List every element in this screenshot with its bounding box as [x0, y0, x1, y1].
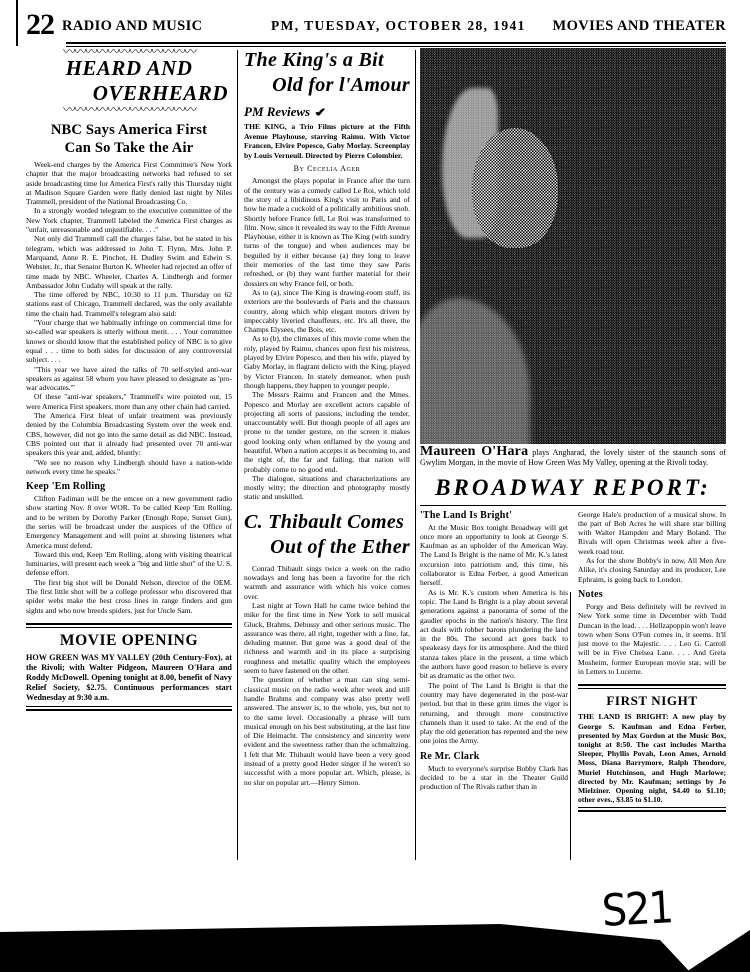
broadway-right-column [578, 510, 726, 813]
paragraph: Conrad Thibault sings twice a week on the radio nowadays and long has been a favorite for the rich warmth and assurance with which his voice comes over. [244, 563, 410, 601]
broadway-report-rule [420, 505, 726, 506]
column-three [420, 48, 726, 812]
caption-text: plays Angharad, the lovely sister of the staunch sons of Gwylim Morgan, in the movie of How Green Was My Valley, opening at the Rivoli today. [420, 448, 727, 467]
the-king-headline [244, 48, 410, 98]
scan-edge-artifact-left [16, 0, 18, 46]
headline-line-2: Old for l'Amour [272, 74, 410, 96]
nbc-deck-headline [26, 121, 232, 157]
maureen-ohara-photo [420, 48, 726, 444]
column-two [244, 48, 410, 787]
broadway-report-columns [420, 510, 726, 813]
paragraph: At the Music Box tonight Broadway will get once more an opportunity to look at George S. Kaufman as an upholder of the American Way. The Land Is Bright is the name of Mr. K.'s latest excursion into patriotism and, this time, his collaborator is Edna Ferber, a good American herself. [420, 522, 568, 588]
squiggle-rule-top: 〰〰〰〰〰〰〰〰〰〰〰〰 [62, 48, 195, 56]
paragraph: "We see no reason why Lindbergh should have a nation-wide network every time he speaks." [26, 457, 232, 476]
headline-line-1: C. Thibault Comes [244, 510, 405, 533]
headline-line-2: OVERHEARD [92, 81, 228, 105]
movie-opening-title: MOVIE OPENING [59, 631, 199, 649]
paragraph: Amongst the plays popular in France after the turn of the century was a comedy called Le Roi, which told the story of a libidinous King's visit to Paris and of how he made a cuckold of a politically ambitious snob. Shortly before France fell, Le Roi was transformed to film. Now, since it revealed its way to the Fifth Avenue Playhouse, either it is known as The King (with sundry turns of the tongue) and when audiences may be beguiled by it either because (a) they long to leave their memories of the last time they saw Paris refreshed, or (b) they want further material for their dossiers on why France fell, or both. [244, 176, 410, 288]
scan-edge-artifact-bottom [0, 910, 690, 972]
first-night-title: FIRST NIGHT [606, 693, 698, 709]
paragraph: As is Mr. K.'s custom when America is his topic. The Land Is Bright is a play about several generations against a panorama of some of the gaudier epochs in the nation's history. The first act deals with robber barons plundering the land in the 80s. The second act goes back to speakeasy days for its atmosphere. And the third stanza takes place in the present, a time which the authors have good reason to believe is every bit as dramatic as the other two. [420, 587, 568, 681]
movie-opening-box-top-rule [26, 623, 232, 628]
caption-subject-name: Maureen O'Hara [420, 444, 529, 459]
deck-line-1: NBC Says America First [50, 122, 208, 138]
paragraph: "This year we have aired the talks of 70 self-styled anti-war speakers as against 58 whom you have pleased to designate as 'pro-war advocates.'" [26, 364, 232, 393]
headline-line-2: Out of the Ether [270, 535, 410, 558]
broadway-left-column [420, 510, 568, 813]
land-is-bright-subhead: 'The Land Is Bright' [420, 509, 513, 521]
masthead-section-left: RADIO AND MUSIC [62, 18, 203, 34]
re-mr-clark-subhead: Re Mr. Clark [420, 750, 480, 762]
first-night-text: THE LAND IS BRIGHT: A new play by George S. Kaufman and Edna Ferber, presented by Max Gordon at the Music Box, tonight at 8:50. The cast includes Martha Sleeper, Phyllis Povah, Leon Ames, Arnold Moss, Diana Barrymore, Ralph Theodore, Muriel Hutchinson, and Hugh Marlowe; directed by Mr. Kaufman; settings by Jo Mielziner. Opening night, $4.40 to $1.10; other eves., $3.85 to $1.10. [578, 712, 726, 805]
paragraph: As for the show Bobby's in now, All Men Are Alike, it's closing Saturday and its producer, Lee Ephraim, is going back to London. [578, 556, 726, 584]
page-folio-number: 22 [26, 8, 54, 41]
keep-em-rolling-body [26, 494, 232, 615]
paragraph: Much to everyone's surprise Bobby Clark has decided to be a star in the Theater Guild production of The Rivals rather than in [420, 763, 568, 792]
nbc-story-body [26, 160, 232, 476]
paragraph: The America First bleat of unfair treatment was previously denied by the Columbia Broadcasting System over the week end. CBS, however, did not go into the same detail as did NBC. Instead, CBS pointed out that it already had presented over 70 anti-war speakers this year and, added, bluntly: [26, 411, 232, 458]
column-divider-1 [237, 50, 238, 860]
notes-body [578, 602, 726, 676]
first-night-box-bottom-rule [578, 807, 726, 812]
first-night-box-top-rule [578, 684, 726, 689]
paragraph: The time offered by NBC, 10:30 to 11 p.m. Thursday on 62 stations east of Chicago, Trammell declared, was the only available time the chain had. Trammell's telegram also said: [26, 290, 232, 318]
paragraph: The Messrs Raimu and Francen and the Mmes. Popesco and Morlay are excellent actors capable of projecting all sorts of passions, including the tender, unaccountably well. But though people of all ages are prone to the tender gesture, on the screen it makes good looking only when enflamed by the young and beautiful. When a nation accepts it as becoming to, and the right of, the far and failing, that nation will probably come to no good end. [244, 390, 410, 474]
thibault-headline [244, 510, 410, 560]
paragraph: George Hale's production of a musical show. In the part of Bob Acres he will share star billing with Walter Hampden and Mary Boland. The Rivals will open Christmas week after a five-week road tour. [578, 509, 726, 556]
broadway-continued-body [578, 510, 726, 584]
thibault-review-body [244, 564, 410, 787]
paragraph: Not only did Trammell call the charges false, but he stated in his telegram, which was addressed to John T. Flynn, Mrs. John P. Marquand, Anne R. E. Pinchot, H. Dudley Swim and Edwin S. Webster, Jr., that Senator Burton K. Wheeler had rejected an offer of time made by NBC. Wheeler, Charles A. Lindbergh and former Ambassador John Cudahy will speak at the rally. [26, 234, 232, 290]
paragraph: The question of whether a man can sing semi-classical music on the radio week after week and still handle Brahms and company was also pretty well answered. The answer is, to the whole, yes, but not to to the same level. Occasionally a phrase will turn musical enough on his best substituting, at the last line of Die Heimacht. The consistency and sincerity were evident and the sweetness rather than the schmaltzing. I felt that Mr. Thibault would have been a very good instead of a pretty good Heder singer if he weren't so successful with a more popular art. Which, please, is no slur on popular art.—Henry Simon. [244, 675, 410, 787]
paragraph: Last night at Town Hall he came twice behind the mike for the first time in New York to sell musical Gluck, Brahms, Debussy and other serious music. The assurance was there, all right, together with a fine, fat, deluding manner. But gone was a good deal of the richness and warmth and in its place a surprising roughness and metallic quality which the employees seem to have fastened on the other. [244, 600, 410, 676]
paragraph: Week-end charges by the America First Committee's New York chapter that the major broadcasting networks had refused to set aside broadcasting time for America First's rally this Thursday night at Madison Square Garden were flatly denied last night by Niles Trammell, president of the National Broadcasting Co. [26, 160, 232, 207]
column-divider-2 [415, 50, 416, 860]
keep-em-rolling-subhead: Keep 'Em Rolling [26, 481, 106, 493]
masthead-section-right: MOVIES AND THEATER [552, 18, 726, 34]
heard-and-overheard-headline [26, 56, 232, 106]
deck-line-2: Can So Take the Air [64, 140, 194, 156]
movie-opening-box-bottom-rule [26, 706, 232, 711]
photo-face-region [472, 128, 558, 248]
masthead-date: PM, TUESDAY, OCTOBER 28, 1941 [271, 18, 526, 33]
paragraph: Of these "anti-war speakers," Trammell's wire pointed out, 15 were America First speakers, more than any other chain had carried. [26, 392, 232, 411]
paragraph: Toward this end, Keep 'Em Rolling, along with visiting theatrical luminaries, will present each week a "big and little shot" of the U. S. defense effort. [26, 549, 232, 578]
paragraph: As to (a), since The King is drawing-room stuff, its exteriors are the boulevards of Paris and the chateaux country, along which whip elegant motors driven by impeccably liveried chauffeurs, etc. It's all there, the Champs Elysees, the Bois, etc. [244, 287, 410, 335]
movie-opening-text: HOW GREEN WAS MY VALLEY (20th Century-Fox), at the Rivoli; with Walter Pidgeon, Maureen O'Hara and Roddy McDowell. Opening tonight at 8.00, benefit of Navy Relief Society, $2.75. Continuous performances start Wednesday at 9:30 a.m. [26, 652, 232, 702]
paragraph: The point of The Land Is Bright is that the country may have degenerated in the post-war period, but that in these grim times the vigor is returning, and through more constructive channels than it used to take. At the end of the play the old generation has repented and the new one joins the Army. [420, 680, 568, 746]
paragraph: As to (b), the climaxes of this movie come when the roly, played by Raimu, chances upon first his mistress, played by Elvire Popesco, and then his wife, played by Gaby Morlay, in flagrant delicto with the King, played by Victor Francen. In stately demeanor, when push though happens, they happen to younger people. [244, 334, 410, 390]
notes-subhead: Notes [578, 588, 603, 600]
column-one [26, 48, 232, 711]
re-mr-clark-body [420, 764, 568, 792]
squiggle-rule-bottom: 〰〰〰〰〰〰〰〰〰〰〰〰 [62, 106, 195, 114]
pm-reviews-label: PM Reviews [244, 104, 311, 119]
handwritten-archive-number: S21 [600, 882, 674, 937]
masthead-rule [66, 42, 726, 47]
checkmark-icon: ✔ [313, 106, 329, 120]
paragraph: Clifton Fadiman will be the emcee on a new government radio show starting Nov. 8 over WOR. To be called Keep 'Em Rolling, and to be written by Dorothy Parker (Enough Rope, Sunset Gun), the series will be broadcast under the auspices of the Office of Emergency Management and will point at showing listeners what America must defend. [26, 494, 232, 550]
paragraph: In a strongly worded telegram to the executive committee of the New York chapter, Trammell labeled the America First charges as "unfair, unreasonable and unjustifiable. . . ." [26, 206, 232, 235]
paragraph: Porgy and Bess definitely will be revived in New York some time in December with Todd Duncan in the lead. . . . Hellzapoppin won't leave town when Sons O'Fun comes in, it seems. It'll just move to the Majestic. . . . Leo G. Carroll will be in Five Chelsea Lane. . . . And Greta Mosheim, former European movie star, will be in Letters to Lucerne. [578, 601, 726, 677]
headline-line-1: HEARD AND [65, 56, 193, 80]
broadway-report-title: BROADWAY REPORT: [435, 474, 711, 500]
photo-caption [420, 444, 727, 468]
the-king-review-body [244, 176, 410, 501]
pm-reviews-tag [244, 104, 410, 120]
paragraph: The dialogue, situations and characterizations are mostly witty; the direction and photography mostly static and unskilled. [244, 473, 410, 502]
headline-line-1: The King's a Bit [244, 49, 384, 71]
the-king-billing-block: THE KING, a Trio Films picture at the Fifth Avenue Playhouse, starring Raimu. With Victor Francen, Elvire Popesco, Gaby Morlay. Screenplay by Louis Verneuil. Directed by Pierre Colombier. [244, 122, 410, 160]
paragraph: "Your charge that we habitually infringe on commercial time for so-called war speakers is utterly without merit. . . . Your committee knows or should know that the established policy of NBC is to give equal . . . time to both sides for discussion of any controversial subject. . . . [26, 318, 232, 365]
paragraph: The first big shot will be Donald Nelson, director of the OEM. The first little shot will be a college professor who discovered that spider webs make the best cross lines in range finders and gun sights and who now breeds spiders, just for Uncle Sam. [26, 577, 232, 615]
the-king-byline: By Cecelia Ager [293, 164, 361, 174]
land-is-bright-body [420, 523, 568, 746]
masthead [26, 8, 726, 46]
